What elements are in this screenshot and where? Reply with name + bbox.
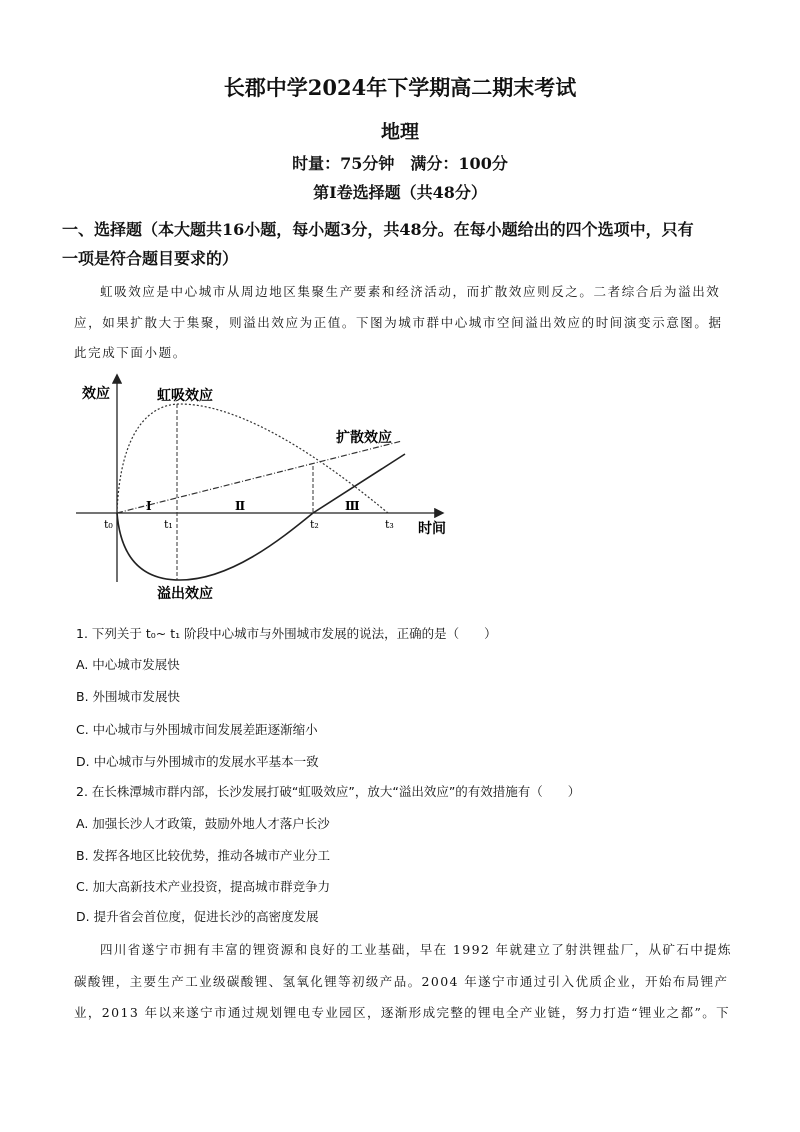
question-2-stem: 2. 在长株潭城市群内部，长沙发展打破“虹吸效应”，放大“溢出效应”的有效措施有（ ）: [76, 784, 581, 799]
t0-label: t₀: [104, 518, 113, 531]
stage-1-label: Ⅰ: [146, 499, 152, 513]
stage-2-label: Ⅱ: [235, 499, 246, 513]
question-2-option-b: B. 发挥各地区比较优势，推动各城市产业分工: [76, 848, 331, 863]
t2-label: t₂: [310, 518, 319, 531]
subject-title: 地理: [380, 121, 419, 143]
passage-line: 四川省遂宁市拥有丰富的锂资源和良好的工业基础，早在 1992 年就建立了射洪锂盐厂，从矿石中提炼: [100, 942, 732, 957]
question-2-option-a: A. 加强长沙人才政策，鼓励外地人才落户长沙: [76, 816, 330, 831]
spillover-label: 溢出效应: [157, 586, 213, 602]
question-1-option-b: B. 外围城市发展快: [76, 689, 181, 704]
question-1-option-a: A. 中心城市发展快: [76, 657, 180, 672]
t1-label: t₁: [164, 518, 173, 531]
x-axis-label: 时间: [418, 521, 446, 537]
question-1-stem: 1. 下列关于 t₀~ t₁ 阶段中心城市与外围城市发展的说法，正确的是（ ）: [76, 626, 497, 641]
diffusion-label: 扩散效应: [336, 430, 392, 446]
stage-3-label: Ⅲ: [345, 499, 360, 513]
exam-title: 长郡中学2024年下学期高二期末考试: [223, 75, 577, 100]
section-heading-cont: 一项是符合题目要求的）: [62, 249, 239, 268]
passage-line: 此完成下面小题。: [74, 345, 187, 360]
question-1-option-c: C. 中心城市与外围城市间发展差距逐渐缩小: [76, 722, 318, 737]
question-2-option-c: C. 加大高新技术产业投资，提高城市群竞争力: [76, 879, 331, 894]
spillover-curve: [117, 454, 405, 580]
passage-line: 业，2013 年以来遂宁市通过规划锂电专业园区，逐渐形成完整的锂电全产业链，努力打造“锂业之都”。下: [74, 1005, 731, 1020]
question-1-option-d: D. 中心城市与外围城市的发展水平基本一致: [76, 754, 319, 769]
passage-line: 应，如果扩散大于集聚，则溢出效应为正值。下图为城市群中心城市空间溢出效应的时间演变示意图。据: [74, 315, 723, 330]
siphon-curve: [117, 404, 388, 513]
siphon-label: 虹吸效应: [157, 388, 213, 404]
section-heading: 一、选择题（本大题共16小题，每小题3分，共48分。在每小题给出的四个选项中，只有: [62, 220, 694, 239]
t3-label: t₃: [385, 518, 394, 531]
passage-line: 虹吸效应是中心城市从周边地区集聚生产要素和经济活动，而扩散效应则反之。二者综合后为溢出效: [100, 284, 721, 299]
passage-line: 碳酸锂，主要生产工业级碳酸锂、氢氧化锂等初级产品。2004 年遂宁市通过引入优质企业，开始布局锂产: [74, 974, 729, 989]
time-score: 时量：75分钟 满分：100分: [292, 154, 508, 173]
question-2-option-d: D. 提升省会首位度，促进长沙的高密度发展: [76, 909, 319, 924]
y-axis-label: 效应: [82, 386, 110, 402]
volume-heading: 第Ⅰ卷选择题（共48分）: [313, 183, 487, 202]
